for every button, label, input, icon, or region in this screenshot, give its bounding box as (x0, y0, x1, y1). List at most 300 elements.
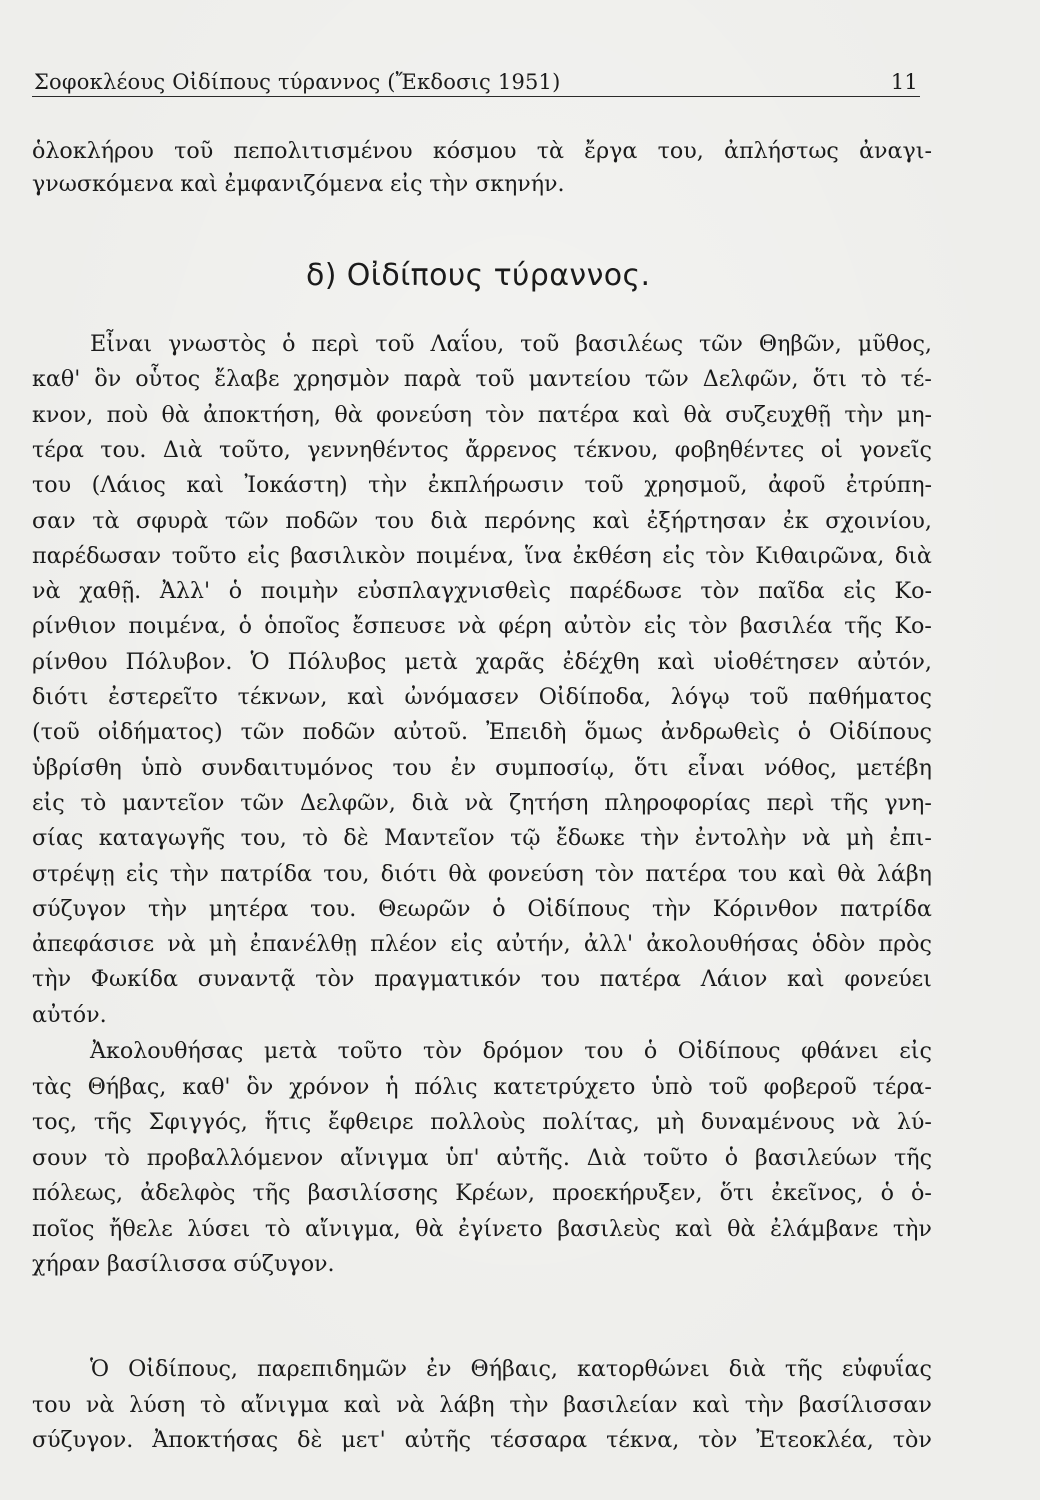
text-line (32, 686, 932, 708)
word: οὗτος (135, 366, 201, 393)
word: πόλεως, (32, 1180, 124, 1206)
word: γεννηθέντος (307, 436, 449, 463)
word: Λάιον (700, 966, 768, 993)
word: μὴ (656, 1109, 685, 1135)
word: τῶν (699, 331, 743, 357)
word: ἀφοῦ (767, 472, 826, 499)
word: φέρη (498, 613, 552, 640)
word: νὰ (464, 789, 494, 816)
word: ὅμως (584, 719, 643, 746)
word: του, (657, 138, 704, 164)
word: τὰ (536, 138, 564, 164)
word: λύση (129, 1391, 186, 1418)
word: ἔφθειρε (327, 1109, 414, 1135)
word: νὰ (167, 931, 196, 958)
text-line (32, 1182, 932, 1204)
word: θὰ (161, 401, 190, 428)
word: προεκήρυξεν, (552, 1180, 703, 1206)
word: αἴνιγμα (340, 1144, 429, 1171)
text-line (32, 140, 932, 162)
text-line (32, 173, 932, 195)
word: λύσει (187, 1215, 251, 1242)
word: τῆς (93, 1109, 132, 1135)
text-line (32, 1111, 932, 1133)
word: εἰς (643, 613, 677, 640)
text-line (32, 507, 932, 534)
word: περὶ (311, 331, 360, 357)
word: χρησμοῦ, (644, 472, 748, 499)
word: ἔδωκε (555, 825, 625, 852)
word: σύζυγον. (233, 1251, 335, 1277)
word: ζητήση (509, 789, 589, 816)
text-line (32, 895, 932, 922)
text-line (32, 789, 932, 816)
word: ποδῶν (285, 507, 359, 534)
word: ἀπλήστως (724, 138, 839, 164)
word: Κρέων, (455, 1180, 535, 1206)
word: Κόρινθον (712, 895, 819, 922)
word: κόσμου (432, 138, 517, 164)
word: τὴν (651, 895, 692, 922)
word: πρὸς (878, 931, 932, 958)
word: ποῖος (32, 1215, 95, 1242)
word: τῆς (830, 789, 869, 816)
word: μαντεῖον (122, 789, 225, 816)
word: βασιλέως (575, 331, 684, 357)
word: τῶν (240, 719, 285, 746)
word: βασίλισσα (106, 1251, 227, 1277)
word: τοῦ (520, 331, 560, 357)
word: στρέψῃ (32, 860, 115, 887)
word: Οἰδίπους (829, 719, 932, 746)
word: τῶν (644, 366, 689, 393)
word: δυναμένους (700, 1109, 835, 1135)
word: Ἀκολουθήσας (90, 1038, 244, 1064)
word: λόγῳ (670, 684, 730, 710)
word: νὰ (396, 1391, 425, 1418)
running-title: Σοφοκλέους Οἰδίπους τύραννος (Ἔκδοσις 1951) (34, 70, 561, 94)
word: εἰς (389, 171, 423, 197)
word: παρεπιδημῶν (257, 1356, 408, 1382)
word: τοῦτο (171, 542, 237, 569)
word: ἐδέχθη (562, 648, 640, 675)
word: Θήβας, (87, 1073, 167, 1100)
word: διὰ (894, 542, 932, 569)
word: ἐντολὴν (694, 825, 787, 852)
word: Διὰ (162, 436, 203, 463)
word: ἀπεφάσισε (32, 931, 155, 958)
word: καὶ (657, 648, 696, 675)
word: τοῦ (375, 331, 415, 357)
word: μὴ (208, 931, 237, 958)
word: τέσσαρα (490, 1427, 588, 1453)
word: πληροφορίας (604, 789, 751, 816)
text-line (32, 1215, 932, 1242)
word: ἡ (385, 1073, 399, 1100)
word: ὁ (282, 331, 296, 357)
word: λάβη (876, 860, 932, 887)
word: τὸ (80, 789, 107, 816)
section-heading: δ) Οἰδίπους τύραννος. (306, 258, 651, 293)
word: τῶν (224, 507, 269, 534)
word: Κιθαιρῶνα, (755, 542, 885, 569)
word: τέκνων, (237, 684, 328, 710)
word: ἐπανέλθῃ (249, 931, 357, 958)
word: του (540, 966, 580, 993)
word: παῖδα (758, 578, 825, 605)
word: ἔργα (584, 138, 638, 164)
word: πόλις (414, 1073, 478, 1100)
text-line (32, 754, 932, 781)
word: καὶ (180, 171, 218, 197)
text-line (32, 719, 932, 746)
word: τὸν (422, 1038, 463, 1064)
word: καὶ (347, 684, 385, 710)
word: ἐν (426, 1356, 452, 1382)
text-line (32, 1253, 932, 1275)
word: τέ- (900, 366, 932, 393)
word: νὰ (457, 613, 487, 640)
text-line (32, 578, 932, 605)
word: μαντείου (528, 366, 631, 393)
word: πολλοὺς (430, 1109, 526, 1135)
word: τὴν (844, 401, 884, 428)
word: τῆς (784, 1356, 823, 1382)
word: ὁ (228, 578, 243, 605)
word: τῷ (510, 825, 541, 852)
word: τοῦτο, (218, 436, 291, 463)
word: πατρίδα (839, 895, 932, 922)
word: ἐτρύπη- (845, 472, 932, 499)
word: τὸ (200, 1391, 226, 1418)
word: ὑβρίσθη (32, 754, 122, 781)
word: βασιλείαν (563, 1391, 678, 1418)
word: ρίνθιον (32, 613, 117, 640)
header-rule (32, 96, 920, 97)
word: εἰς (899, 1038, 932, 1064)
word: καὶ (787, 966, 825, 993)
word: ὅτι (634, 754, 669, 781)
word: Διὰ (586, 1144, 627, 1171)
word: γνη- (884, 789, 932, 816)
word: τοῦτο (337, 1038, 403, 1064)
word: ἐν (450, 754, 477, 781)
word: φοβεροῦ (763, 1073, 857, 1100)
word: ὁ- (911, 1180, 932, 1206)
word: παθήματος (808, 684, 932, 710)
word: τῆς (894, 1144, 932, 1171)
word: μὴ (846, 825, 874, 852)
word: Κο- (894, 613, 932, 640)
word: οἰδήματος) (97, 719, 223, 746)
word: εἶναι (687, 754, 745, 781)
word: τὴν (429, 171, 469, 197)
word: του (32, 472, 72, 499)
word: ὁλοκλήρου (32, 138, 154, 164)
word: σύζυγον. (32, 1427, 134, 1453)
word: ποιμένα, (416, 542, 515, 569)
word: σκηνήν. (474, 171, 565, 197)
word: φθάνει (801, 1038, 879, 1064)
word: (Λάιος (91, 472, 166, 499)
word: θὰ (448, 860, 477, 887)
word: κατετρύχετο (493, 1073, 636, 1100)
word: μητέρα (208, 895, 289, 922)
word: σαν (32, 507, 76, 534)
word: Κο- (894, 578, 932, 605)
word: τὴν (169, 860, 209, 887)
word: χαθῇ. (79, 578, 142, 605)
word: θὰ (415, 1215, 444, 1242)
text-line (32, 472, 932, 499)
word: Σφιγγός, (148, 1109, 248, 1135)
word: ὑπὸ (140, 754, 183, 781)
word: σφυρὰ (136, 507, 209, 534)
word: μετὰ (263, 1038, 318, 1064)
word: Ἐπειδὴ (486, 719, 567, 746)
word: ποδῶν (302, 719, 376, 746)
word: πατρίδα (220, 860, 313, 887)
running-head (34, 64, 918, 94)
word: τὸν (688, 613, 728, 640)
word: θὰ (334, 401, 363, 428)
word: τέρα (32, 436, 84, 463)
word: πατέρα (645, 860, 727, 887)
word: εὐσπλαγχνισθεὶς (357, 578, 551, 605)
text-line (32, 401, 932, 428)
word: ἐγίνετο (458, 1215, 543, 1242)
word: εἰς (843, 578, 876, 605)
word: καὶ (674, 1215, 713, 1242)
word: (τοῦ (32, 719, 80, 746)
word: ὁ (797, 719, 812, 746)
word: παρὰ (403, 366, 462, 393)
word: συνδαιτυμόνος (201, 754, 374, 781)
word: ἐμφανιζόμενα (224, 171, 384, 197)
word: ὁ (643, 1038, 658, 1064)
word: γονεῖς (859, 436, 932, 463)
word: αὐτὸν (563, 613, 632, 640)
word: σουν (32, 1144, 88, 1171)
word: εἰς (32, 789, 65, 816)
word: ὑπ' (445, 1144, 480, 1171)
word: Θεωρῶν (378, 895, 471, 922)
word: ὠνόμασεν (404, 684, 519, 710)
word: ὃν (94, 366, 122, 393)
word: Πόλυβος (287, 648, 387, 675)
word: παρέδωσαν (32, 542, 162, 569)
word: ὁ (724, 1144, 739, 1171)
word: τὸ (104, 1144, 130, 1171)
word: τὴν (892, 1215, 932, 1242)
word: Λαΐου, (430, 331, 505, 357)
word: αὐτόν. (32, 1001, 107, 1028)
word: αὐτοῦ. (393, 719, 469, 746)
word: βασιλεύων (754, 1144, 878, 1171)
word: ἐκπλήρωσιν (427, 472, 564, 499)
word: ἐστερεῖτο (108, 684, 218, 710)
word: του (738, 860, 778, 887)
text-line (32, 1429, 932, 1451)
word: τὸν (700, 578, 740, 605)
word: ποιμὴν (260, 578, 339, 605)
word: ἵνα (524, 542, 562, 569)
word: Θηβῶν, (758, 331, 842, 357)
word: νὰ (802, 825, 831, 852)
word: συναντᾷ (197, 966, 296, 993)
word: Οἰδίποδα, (538, 684, 652, 710)
word: Εἶναι (90, 331, 153, 357)
word: ἐξήρτησαν (646, 507, 767, 534)
word: Οἰδίπους (677, 1038, 781, 1064)
word: βασιλέα (739, 613, 833, 640)
word: ἀνδρωθεὶς (660, 719, 780, 746)
word: Δελφῶν, (702, 366, 799, 393)
word: Ἐτεοκλέα, (756, 1427, 874, 1453)
word: καταγωγῆς (98, 825, 226, 852)
word: ἐλάμβανε (770, 1215, 879, 1242)
word: θὰ (727, 1215, 756, 1242)
word: βασιλεὺς (557, 1215, 661, 1242)
word: περόνης (484, 507, 576, 534)
word: βασιλίσσης (307, 1180, 439, 1206)
word: μετὰ (404, 648, 458, 675)
word: Θήβαις, (470, 1356, 558, 1382)
word: ἀποκτήση, (203, 401, 322, 428)
word: πατέρα (537, 401, 620, 428)
word: Δελφῶν, (300, 789, 396, 816)
word: τὸν (698, 1427, 738, 1453)
text-line (32, 1073, 932, 1100)
word: τοῦτο (643, 1144, 708, 1171)
word: εἰς (125, 860, 159, 887)
word: τῶν (240, 789, 285, 816)
word: διὰ (430, 507, 468, 534)
word: καθ' (32, 366, 81, 393)
word: Ἀποκτήσας (152, 1427, 279, 1453)
word: συμποσίῳ, (495, 754, 616, 781)
word: τέκνα, (606, 1427, 680, 1453)
word: εἰς (450, 931, 483, 958)
word: πεπολιτισμένου (233, 138, 413, 164)
word: τὴν (148, 895, 188, 922)
word: τὴν (368, 472, 408, 499)
word: ὁ (492, 895, 506, 922)
word: διὰ (728, 1356, 766, 1382)
word: Ὁ (250, 648, 270, 675)
word: βασιλικὸν (290, 542, 406, 569)
word: τὸν (892, 1427, 932, 1453)
word: ἀλλ' (583, 931, 634, 958)
word: νὰ (32, 578, 61, 605)
word: τὰς (32, 1073, 72, 1100)
word: λύ- (896, 1109, 932, 1135)
text-line (32, 1391, 932, 1418)
word: ἐκεῖνος, (771, 1180, 864, 1206)
word: διότι (380, 860, 438, 887)
word: ρίνθου (32, 648, 108, 675)
word: καθ' (182, 1073, 231, 1100)
text-line (32, 1040, 932, 1062)
word: Πόλυβον. (125, 648, 233, 675)
word: νὰ (85, 1391, 115, 1418)
word: πραγματικόν (374, 966, 522, 993)
word: δὲ (343, 825, 369, 852)
word: τοῦ (475, 366, 515, 393)
word: μη- (896, 401, 932, 428)
word: ὃν (246, 1073, 274, 1100)
word: εὐφυΐας (841, 1356, 932, 1382)
word: σίας (32, 825, 84, 852)
word: μετέβη (856, 754, 932, 781)
word: ἀναγι- (859, 138, 932, 164)
word: ὁ (880, 1180, 894, 1206)
word: του. (310, 895, 357, 922)
word: ὅτι (812, 366, 847, 393)
text-line (32, 436, 932, 463)
word: θὰ (683, 401, 712, 428)
word: εἰς (247, 542, 280, 569)
word: θὰ (837, 860, 866, 887)
word: ἔσπευσε (352, 613, 446, 640)
word: διότι (32, 684, 89, 710)
word: του (32, 1391, 72, 1418)
word: του, (240, 825, 287, 852)
word: Ὁ (90, 1356, 110, 1382)
word: μετ' (341, 1427, 386, 1453)
text-line (32, 366, 932, 393)
word: τοῦ (749, 684, 789, 710)
word: τὴν (32, 966, 72, 993)
word: τέκνου, (573, 436, 659, 463)
word: βασίλισσαν (798, 1391, 932, 1418)
text-line (32, 1358, 932, 1380)
word: ἀκολουθήσας (646, 931, 799, 958)
word: τὸν (485, 401, 525, 428)
word: ἐκθέση (572, 542, 652, 569)
word: κνον, (32, 401, 94, 428)
word: πατέρα (599, 966, 682, 993)
text-line (32, 542, 932, 569)
word: τὸν (315, 966, 355, 993)
word: ὁδὸν (811, 931, 866, 958)
word: χρόνον (289, 1073, 370, 1100)
word: φονεύση (487, 860, 584, 887)
word: εἰς (662, 542, 695, 569)
word: χήραν (32, 1251, 101, 1277)
word: γνωστὸς (168, 331, 267, 357)
word: του (392, 754, 432, 781)
word: Ἀλλ' (159, 578, 211, 605)
word: ἥτις (264, 1109, 312, 1135)
word: συζευχθῇ (725, 401, 831, 428)
word: αὐτήν, (496, 931, 571, 958)
word: Ἰοκάστη) (244, 472, 348, 499)
word: χαρᾶς (475, 648, 545, 675)
word: τοῦ (174, 138, 214, 164)
word: τῆς (844, 613, 883, 640)
word: αἴνιγμα (240, 1391, 329, 1418)
word: μῦθος, (857, 331, 932, 357)
word: του, (323, 860, 370, 887)
text-line (32, 825, 932, 852)
word: τὰ (92, 507, 120, 534)
word: του (374, 507, 414, 534)
word: δρόμον (482, 1038, 564, 1064)
text-line (32, 1001, 932, 1028)
word: αὐτῆς. (496, 1144, 570, 1171)
word: κατορθώνει (577, 1356, 710, 1382)
